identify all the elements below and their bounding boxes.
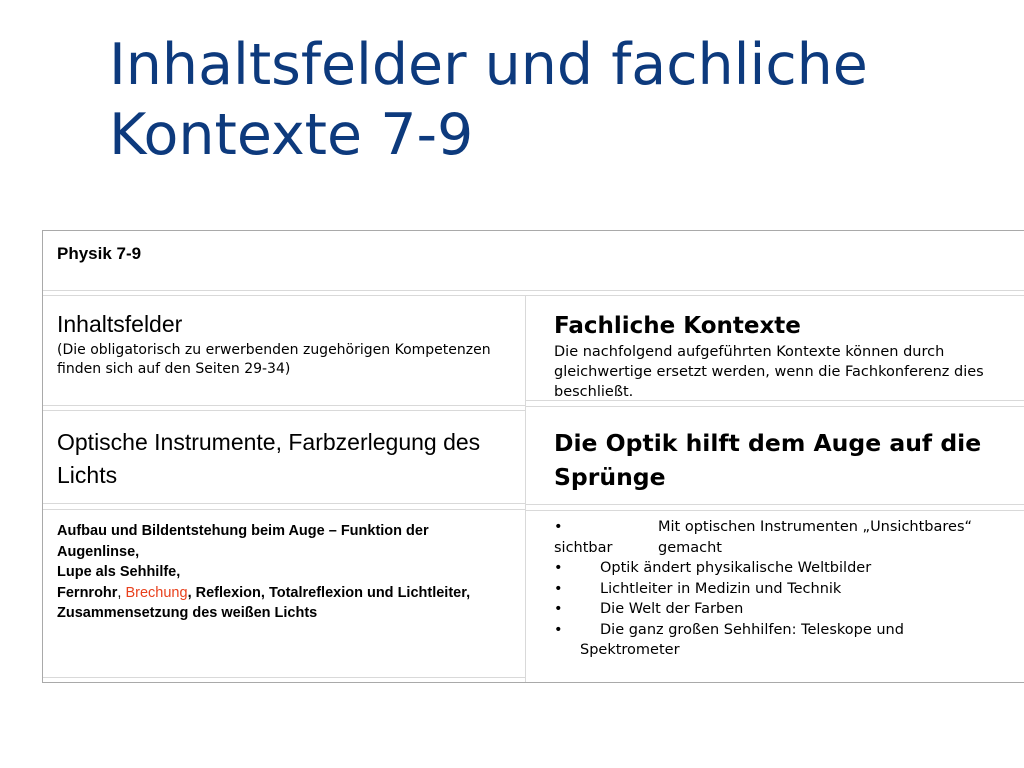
row-divider [43, 405, 525, 406]
list-item-text: Optik ändert physikalische Weltbilder [600, 560, 872, 576]
curriculum-table [42, 230, 1024, 683]
details-line: Aufbau und Bildentstehung beim Auge – Funktion der Augenlinse, [57, 523, 429, 560]
kontexte-heading: Fachliche Kontexte [554, 313, 801, 339]
inhaltsfelder-heading: Inhaltsfelder [57, 311, 183, 337]
row-divider [525, 504, 1024, 505]
kontexte-note: Die nachfolgend aufgeführten Kontexte können durch gleichwertige ersetzt werden, wenn die Fachkonferenz dies beschließt. [554, 344, 984, 400]
list-item [554, 620, 1024, 641]
list-item [554, 579, 1024, 600]
details-line: Lupe als Sehhilfe, [57, 564, 181, 580]
inhaltsfeld-topic: Optische Instrumente, Farbzerlegung des Lichts [57, 429, 481, 488]
column-divider [525, 295, 526, 682]
list-item [554, 558, 1024, 579]
details-line [57, 583, 512, 604]
row-divider [43, 503, 525, 504]
title-line-2: Kontexte 7-9 [109, 102, 474, 168]
row-divider [43, 509, 525, 510]
list-item-text: Die Welt der Farben [600, 601, 744, 617]
list-item [554, 517, 1024, 538]
details-line: Zusammensetzung des weißen Lichts [57, 605, 318, 621]
bullet-icon: • [554, 580, 563, 597]
kontext-topic: Die Optik hilft dem Auge auf die Sprünge [554, 429, 982, 491]
inhaltsfeld-details [57, 521, 512, 624]
bullet-icon: • [554, 621, 563, 638]
details-text: Reflexion, Totalreflexion und Lichtleiter, [195, 584, 471, 601]
details-separator: , [117, 584, 126, 601]
row-divider [525, 510, 1024, 511]
table-header: Physik 7-9 [57, 244, 142, 263]
inhaltsfelder-note: (Die obligatorisch zu erwerbenden zugehörigen Kompetenzen finden sich auf den Seiten 29-34) [57, 342, 491, 377]
bullet-icon: • [554, 601, 563, 617]
list-item-continuation: Spektrometer [580, 642, 680, 658]
kontext-list [554, 517, 1024, 661]
list-item-text: Lichtleiter in Medizin und Technik [600, 580, 842, 597]
row-divider [43, 295, 1024, 296]
list-item-text: sichtbar [554, 539, 613, 556]
details-separator: , [187, 584, 196, 601]
title-line-1: Inhaltsfelder und fachliche [109, 32, 868, 98]
list-item-text: Mit optischen Instrumenten „Unsichtbares“ [658, 519, 973, 535]
details-highlight: Brechung [125, 584, 188, 601]
row-divider [43, 290, 1024, 291]
list-item-continuation [554, 538, 1024, 559]
list-item [554, 599, 1024, 620]
slide-title [109, 30, 989, 170]
details-text: Fernrohr [57, 584, 118, 601]
list-item-text: Die ganz großen Sehhilfen: Teleskope und [600, 621, 904, 638]
row-divider [525, 406, 1024, 407]
row-divider [43, 410, 525, 411]
bullet-icon: • [554, 519, 563, 535]
bullet-icon: • [554, 560, 563, 576]
row-divider [43, 677, 525, 678]
list-item-text: gemacht [658, 539, 722, 556]
